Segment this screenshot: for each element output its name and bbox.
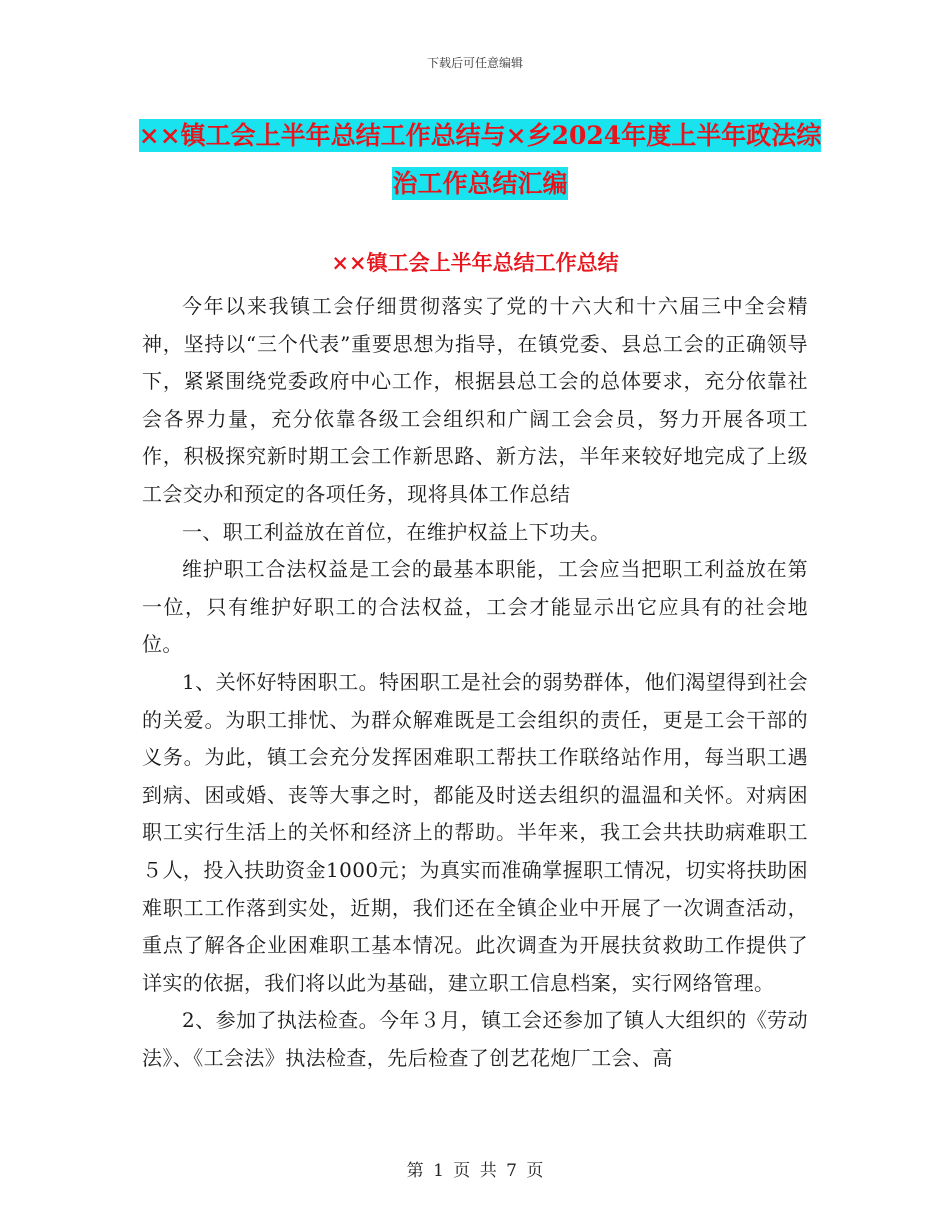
section-title: ××镇工会上半年总结工作总结 <box>331 250 619 275</box>
paragraph: 维护职工合法权益是工会的最基本职能，工会应当把职工利益放在第一位，只有维护好职工的合法权益，工会才能显示出它应具有的社会地位。 <box>142 557 808 657</box>
paragraph: 2、参加了执法检查。今年３月，镇工会还参加了镇人大组织的《劳动法》、《工会法》执法检查，先后检查了创艺花炮厂工会、高 <box>142 1008 808 1070</box>
header-note: 下载后可任意编辑 <box>426 56 523 70</box>
document-title <box>130 112 830 208</box>
paragraph: 一、职工利益放在首位，在维护权益上下功夫。 <box>182 519 611 544</box>
paragraph: 今年以来我镇工会仔细贯彻落实了党的十六大和十六届三中全会精神，坚持以“三个代表”重要思想为指导，在镇党委、县总工会的正确领导下，紧紧围绕党委政府中心工作，根据县总工会的总体要求，充分依靠社会各界力量，充分依靠各级工会组织和广阔工会会员，努力开展各项工作，积极探究新时期工会工作新思路、新方法，半年来较好地完成了上级工会交办和预定的各项任务，现将具体工作总结 <box>142 294 808 506</box>
paragraph: 1、关怀好特困职工。特困职工是社会的弱势群体，他们渴望得到社会的关爱。为职工排忧、为群众解难既是工会组织的责任，更是工会干部的义务。为此，镇工会充分发挥困难职工帮扶工作联络站作用，每当职工遇到病、困或婚、丧等大事之时，都能及时送去组织的温温和关怀。对病困职工实行生活上的关怀和经济上的帮助。半年来，我工会共扶助病难职工５人，投入扶助资金1000元；为真实而准确掌握职工情况，切实将扶助困难职工工作落到实处，近期，我们还在全镇企业中开展了一次调查活动，重点了解各企业困难职工基本情况。此次调查为开展扶贫救助工作提供了详实的依据，我们将以此为基础，建立职工信息档案，实行网络管理。 <box>142 669 808 995</box>
page-number: 第 1 页 共 7 页 <box>406 1161 544 1181</box>
document-title-text: ××镇工会上半年总结工作总结与×乡2024年度上半年政法综治工作总结汇编 <box>138 121 822 198</box>
body-text <box>142 288 808 1077</box>
